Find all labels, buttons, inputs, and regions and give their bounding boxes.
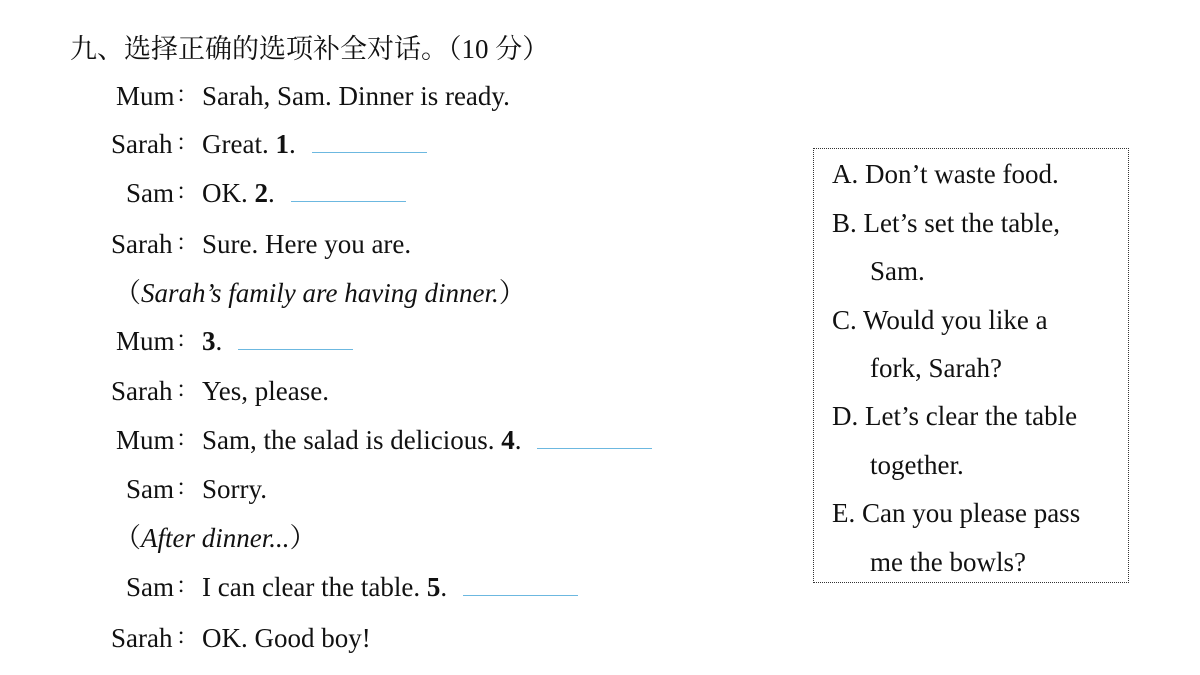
option-e — [832, 489, 1080, 537]
option-text: Let’s set the table, — [863, 208, 1060, 238]
option-d-continued: together. — [870, 450, 964, 480]
answer-blank[interactable] — [312, 128, 427, 153]
speaker-name: Mum — [116, 326, 175, 356]
answer-blank[interactable] — [537, 424, 652, 449]
exercise-score: （10 分） — [448, 34, 550, 64]
utterance-text: I can clear the table. — [202, 572, 427, 602]
answer-blank[interactable] — [463, 571, 578, 596]
utterance-text: Sam, the salad is delicious. — [202, 425, 502, 455]
option-text: Can you please pass — [862, 498, 1081, 528]
speaker-colon: ： — [176, 378, 199, 403]
utterance: 3. — [202, 323, 353, 359]
option-text: Let’s clear the table — [865, 401, 1078, 431]
speaker-colon: ： — [176, 131, 199, 156]
stage-direction-text: （After dinner...） — [114, 523, 317, 553]
speaker-colon: ： — [176, 180, 199, 205]
speaker-name: Sarah — [111, 376, 173, 406]
option-b-continued: Sam. — [870, 256, 925, 286]
speaker-name: Sam — [126, 572, 175, 602]
exercise-title-text: 九、选择正确的选项补全对话。 — [70, 34, 448, 65]
speaker-colon: ： — [176, 427, 199, 452]
option-text: Don’t waste food. — [865, 159, 1059, 189]
speaker-colon: ： — [176, 83, 199, 108]
speaker-colon: ： — [176, 476, 199, 501]
option-e-continued: me the bowls? — [870, 547, 1026, 577]
options-box — [813, 148, 1129, 583]
speaker-colon: ： — [176, 574, 199, 599]
utterance: Sure. Here you are. — [202, 229, 412, 259]
utterance: Great. 1. — [202, 126, 427, 162]
option-letter: D. — [832, 401, 859, 431]
utterance: OK. Good boy! — [202, 623, 371, 653]
option-c — [832, 296, 1048, 344]
option-text: Would you like a — [863, 305, 1048, 335]
option-b — [832, 199, 1060, 247]
utterance: I can clear the table. 5. — [202, 569, 578, 605]
blank-number: 3 — [202, 326, 216, 356]
utterance: Sam, the salad is delicious. 4. — [202, 422, 652, 458]
answer-blank[interactable] — [291, 177, 406, 202]
option-a — [832, 150, 1059, 198]
option-letter: C. — [832, 305, 857, 335]
stage-direction-text: （Sarah’s family are having dinner.） — [114, 278, 526, 308]
option-c-continued: fork, Sarah? — [870, 353, 1002, 383]
utterance: Sorry. — [202, 474, 267, 504]
speaker-name: Sam — [126, 474, 175, 504]
utterance-text: OK. — [202, 178, 255, 208]
speaker-name: Mum — [116, 425, 175, 455]
option-letter: E. — [832, 498, 856, 528]
speaker-name: Sarah — [111, 623, 173, 653]
exercise-title — [70, 30, 549, 69]
option-letter: B. — [832, 208, 857, 238]
speaker-name: Sarah — [111, 229, 173, 259]
blank-number: 1 — [275, 129, 289, 159]
blank-number: 5 — [426, 572, 441, 602]
utterance: OK. 2. — [202, 175, 406, 211]
speaker-colon: ： — [176, 328, 199, 353]
utterance: Sarah, Sam. Dinner is ready. — [202, 81, 510, 111]
speaker-name: Sam — [126, 178, 175, 208]
speaker-name: Mum — [116, 81, 175, 111]
option-d — [832, 392, 1077, 440]
speaker-colon: ： — [176, 625, 199, 650]
option-letter: A. — [832, 159, 859, 189]
blank-number: 4 — [501, 425, 515, 455]
answer-blank[interactable] — [238, 325, 353, 350]
utterance-text: Great. — [202, 129, 276, 159]
blank-number: 2 — [254, 178, 268, 208]
speaker-colon: ： — [176, 231, 199, 256]
utterance: Yes, please. — [202, 376, 329, 406]
speaker-name: Sarah — [111, 129, 173, 159]
